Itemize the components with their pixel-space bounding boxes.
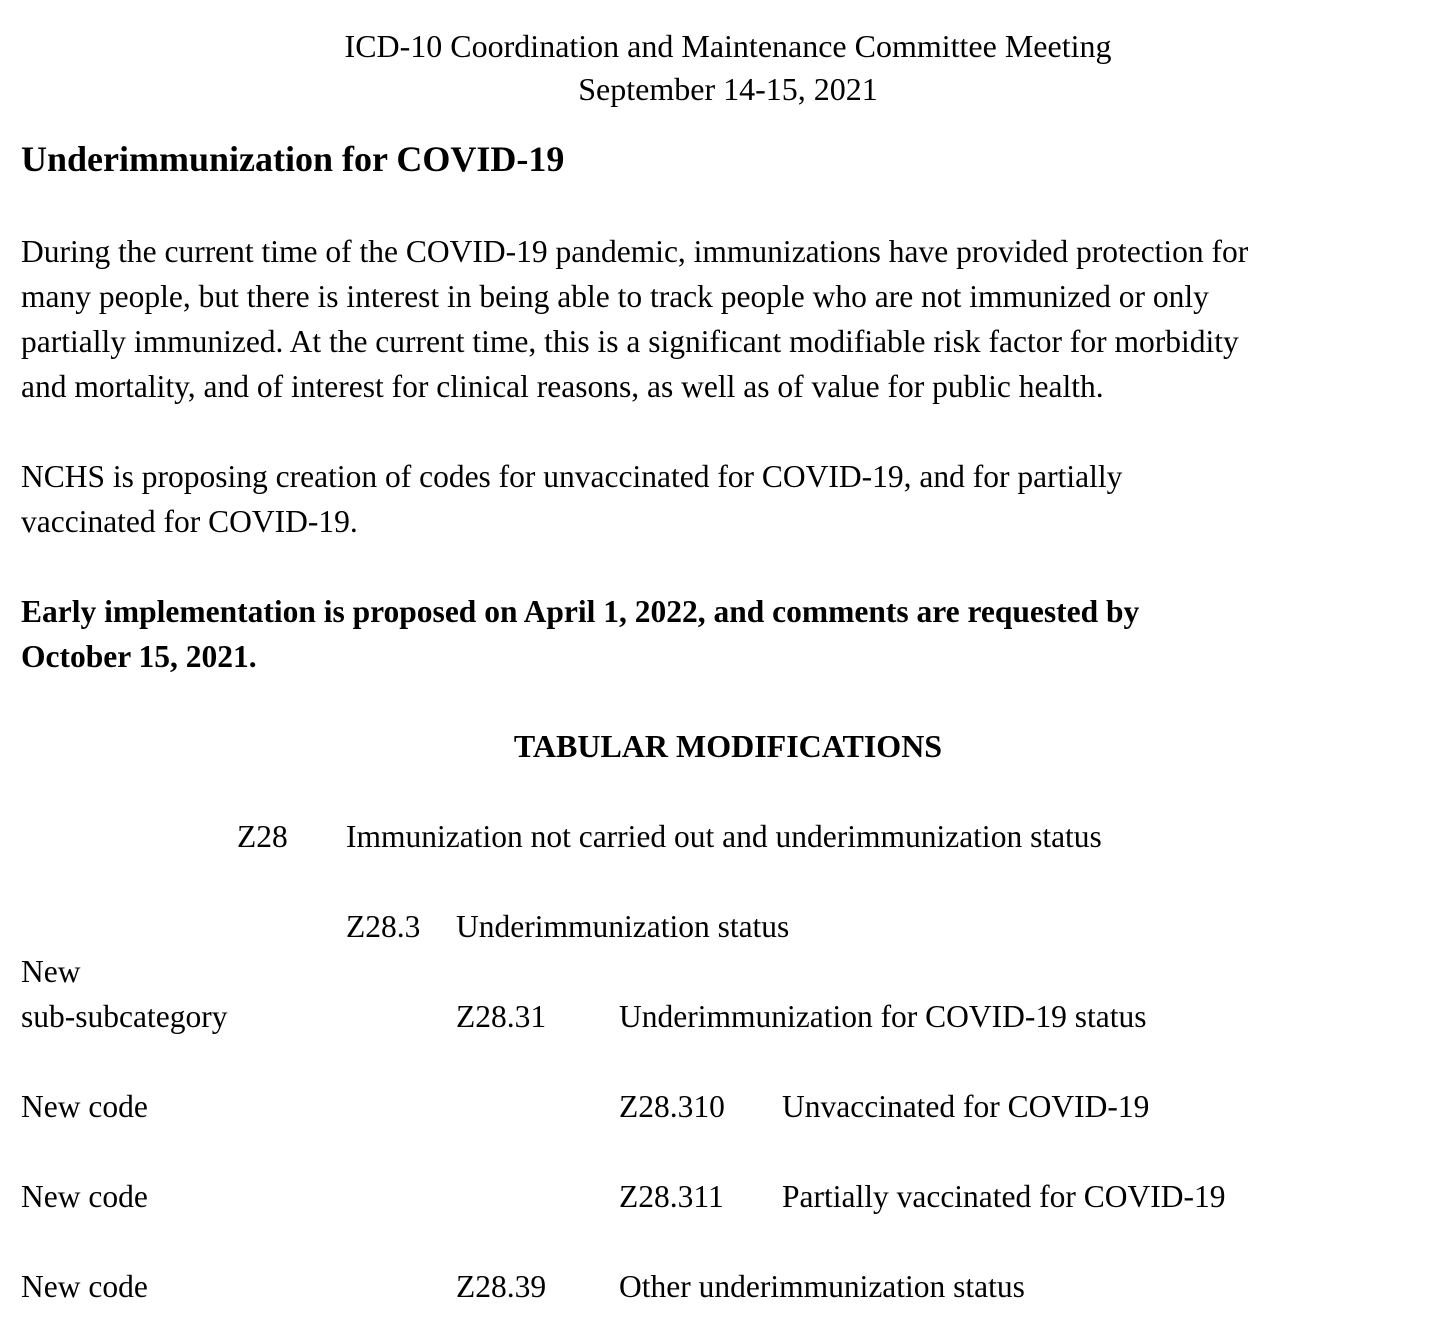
subcategory-description: Underimmunization status bbox=[456, 909, 790, 944]
paragraph-line: and mortality, and of interest for clinical reasons, as well as of value for public health. bbox=[21, 369, 1104, 404]
change-label: sub-subcategory bbox=[21, 999, 228, 1034]
paragraph-line: NCHS is proposing creation of codes for unvaccinated for COVID-19, and for partially bbox=[21, 459, 1123, 494]
category-code: Z28 bbox=[237, 819, 288, 854]
subcategory-code: Z28.3 bbox=[346, 909, 421, 944]
meeting-title: ICD-10 Coordination and Maintenance Committee Meeting bbox=[344, 28, 1112, 64]
paragraph-line: During the current time of the COVID-19 pandemic, immunizations have provided protection for bbox=[21, 234, 1249, 269]
intro-paragraph bbox=[21, 229, 1248, 409]
meeting-date: September 14-15, 2021 bbox=[578, 71, 878, 107]
notice-line: October 15, 2021. bbox=[21, 639, 257, 674]
change-label: New code bbox=[21, 1179, 148, 1214]
new-code-description: Partially vaccinated for COVID-19 bbox=[782, 1179, 1226, 1214]
paragraph-line: vaccinated for COVID-19. bbox=[21, 504, 358, 539]
paragraph-line: partially immunized. At the current time, this is a significant modifiable risk factor for morbidity bbox=[21, 324, 1239, 359]
new-code-description: Other underimmunization status bbox=[619, 1269, 1025, 1304]
new-code: Z28.310 bbox=[619, 1089, 725, 1124]
section-heading: TABULAR MODIFICATIONS bbox=[513, 728, 943, 764]
sub-subcategory-code: Z28.31 bbox=[456, 999, 547, 1034]
change-label: New code bbox=[21, 1269, 148, 1304]
page-title: Underimmunization for COVID-19 bbox=[21, 139, 565, 179]
new-code: Z28.39 bbox=[456, 1269, 547, 1304]
implementation-notice bbox=[21, 589, 1139, 679]
change-label: New bbox=[21, 954, 81, 989]
paragraph-line: many people, but there is interest in being able to track people who are not immunized or only bbox=[21, 279, 1209, 314]
change-label: New code bbox=[21, 1089, 148, 1124]
new-code: Z28.311 bbox=[619, 1179, 724, 1214]
sub-subcategory-description: Underimmunization for COVID-19 status bbox=[619, 999, 1147, 1034]
proposal-paragraph bbox=[21, 454, 1122, 544]
notice-line: Early implementation is proposed on April 1, 2022, and comments are requested by bbox=[21, 594, 1140, 629]
category-description: Immunization not carried out and underimmunization status bbox=[346, 819, 1102, 854]
new-code-description: Unvaccinated for COVID-19 bbox=[782, 1089, 1150, 1124]
